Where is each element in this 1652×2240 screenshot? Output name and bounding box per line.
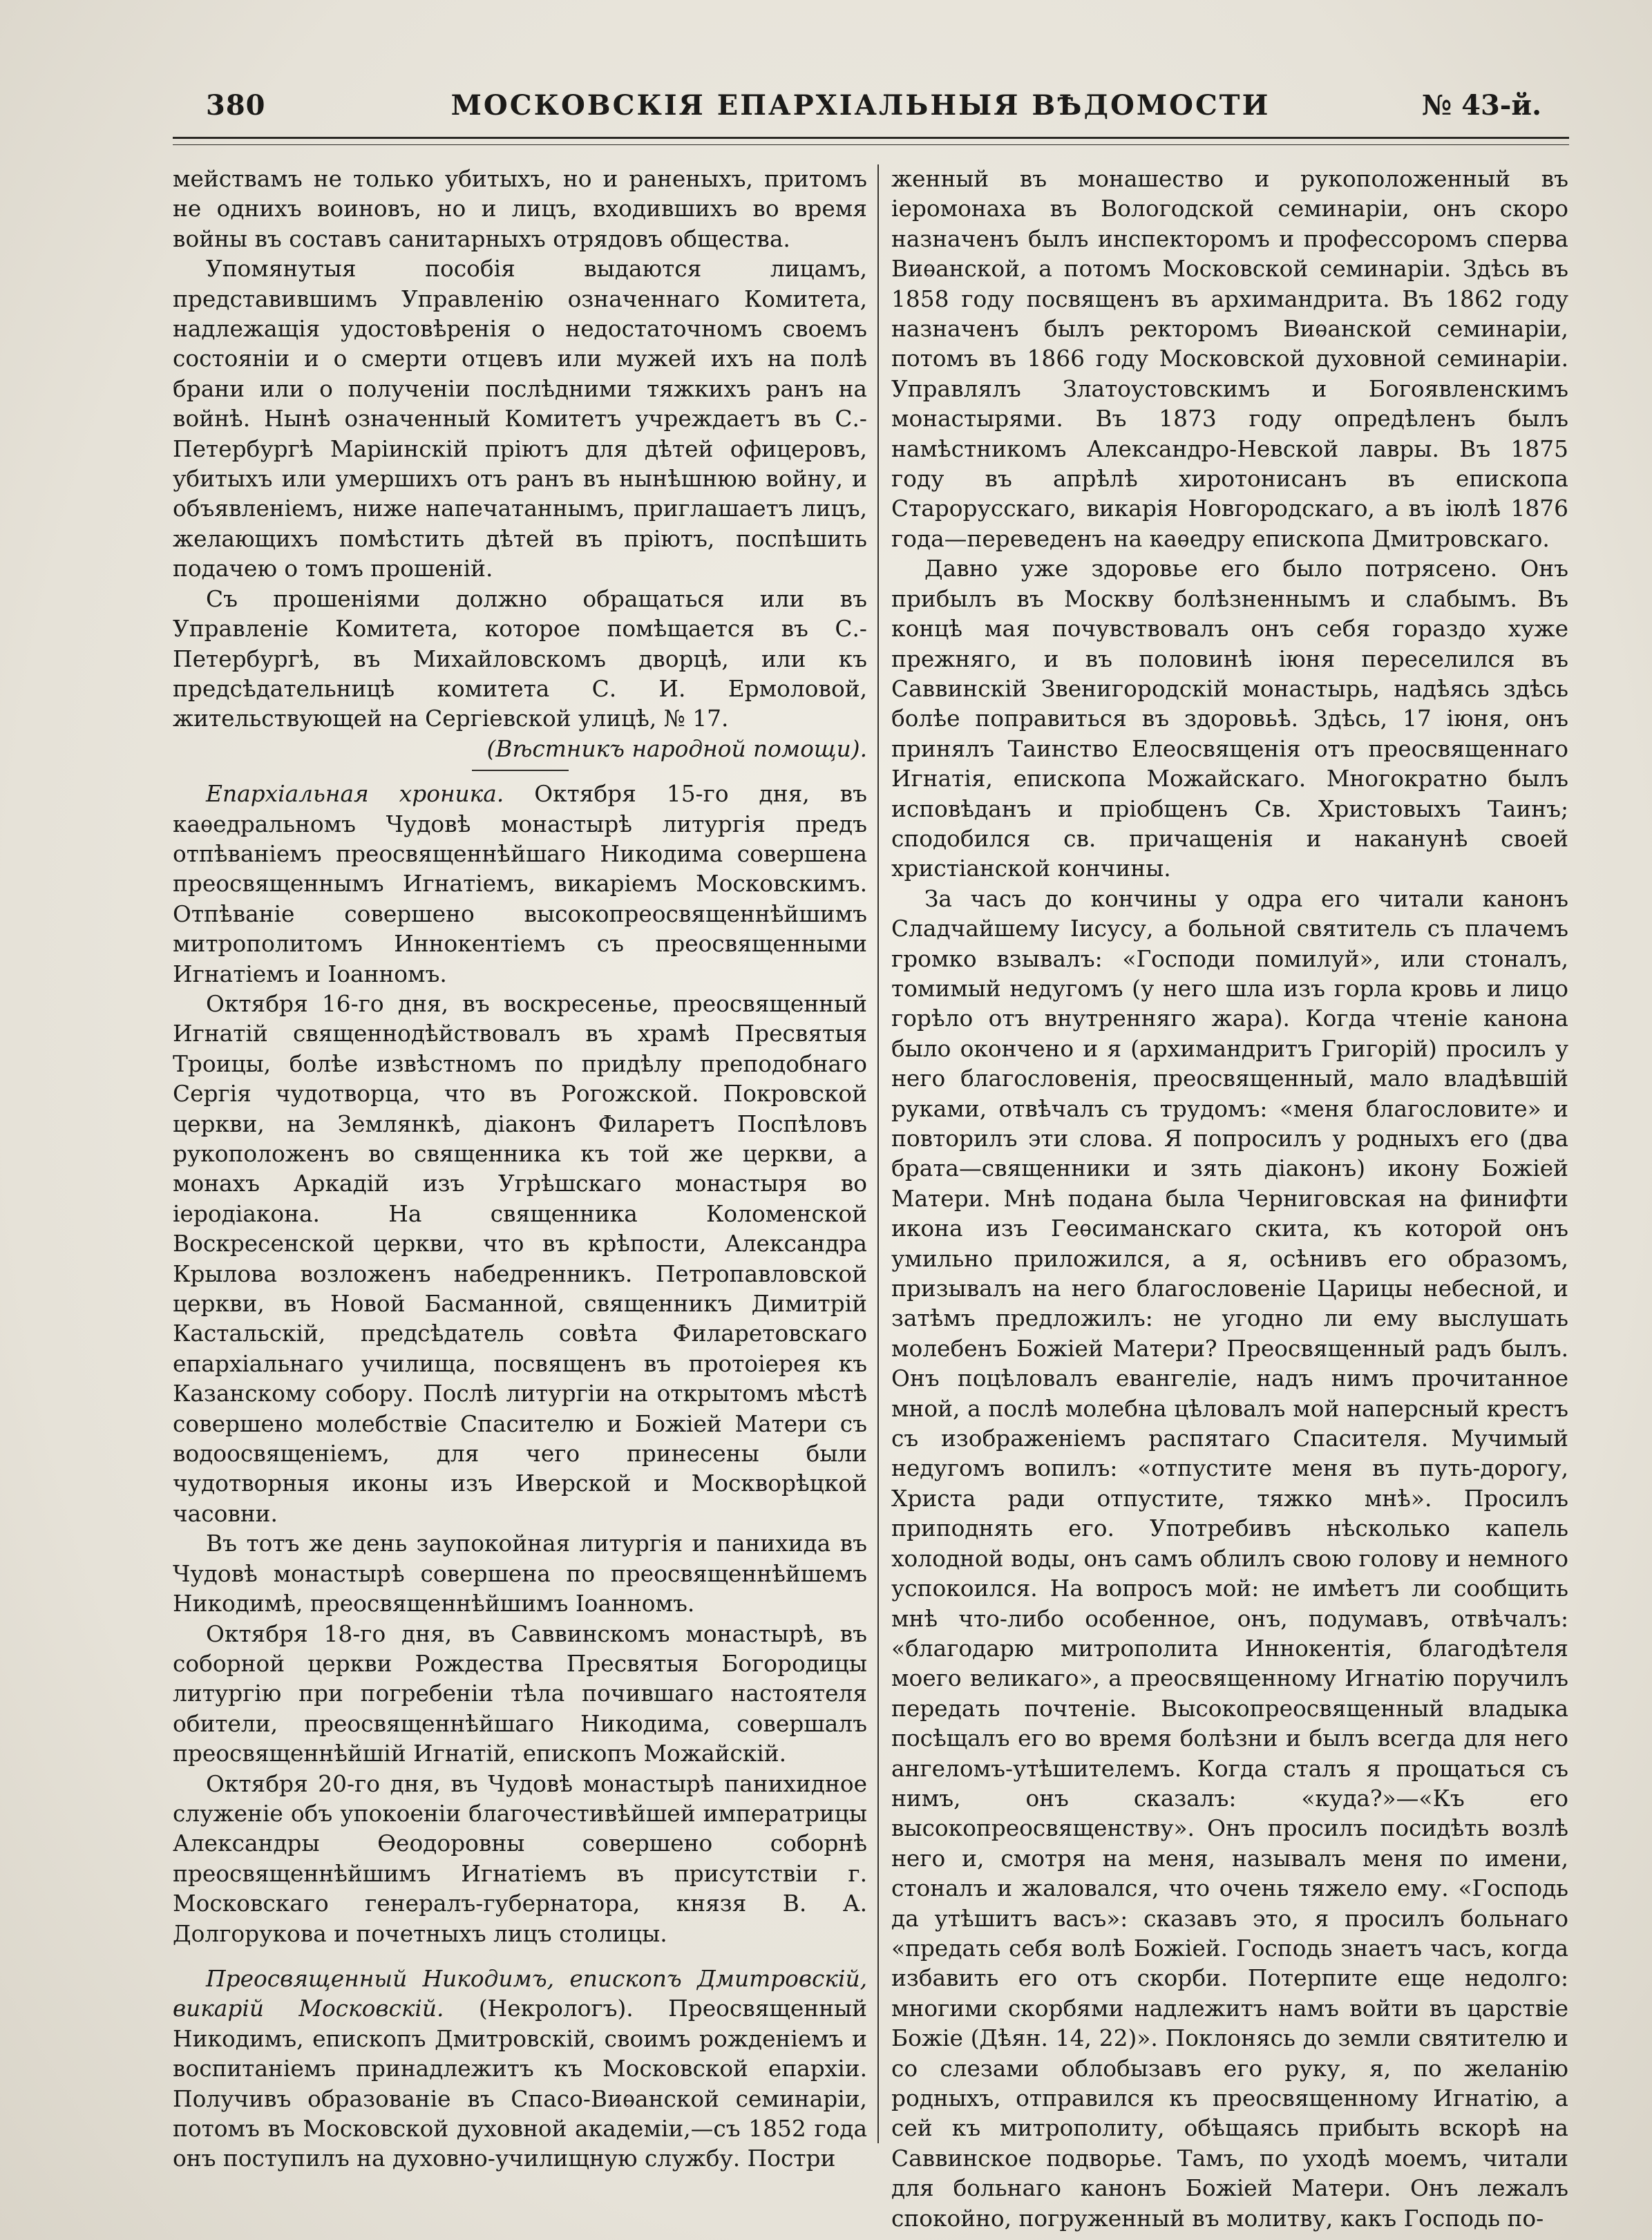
section-divider bbox=[472, 770, 569, 771]
obituary-paragraph bbox=[173, 1964, 867, 2174]
chronicle-paragraph bbox=[173, 779, 867, 989]
chronicle-text: Октября 15-го дня, въ каѳедральномъ Чудовѣ монастырѣ литургія предъ отпѣваніемъ преосвященнѣйшаго Никодима совершена преосвященнымъ Игнатіемъ, викаріемъ Московскимъ. Отпѣваніе совершено высокопреосвященнѣйшимъ митрополитомъ Иннокентіемъ съ преосвященными Игнатіемъ и Іоанномъ. bbox=[173, 781, 867, 987]
paragraph: Упомянутыя пособія выдаются лицамъ, представившимъ Управленію означеннаго Комитета, надлежащія удостовѣренія о недостаточномъ своемъ состояніи и о смерти отцевъ или мужей ихъ на полѣ брани или о полученіи послѣдними тяжкихъ ранъ на войнѣ. Нынѣ означенный Комитетъ учреждаетъ въ С.-Петербургѣ Маріинскій пріютъ для дѣтей офицеровъ, убитыхъ или умершихъ отъ ранъ въ нынѣшнюю войну, и объявленіемъ, ниже напечатаннымъ, приглашаетъ лицъ, желающихъ помѣстить дѣтей въ пріютъ, поспѣшить подачею о томъ прошеній. bbox=[173, 256, 867, 582]
header-rule bbox=[173, 137, 1569, 145]
paragraph: За часъ до кончины у одра его читали канонъ Сладчайшему Іисусу, а больной святитель съ плачемъ громко взывалъ: «Господи помилуй», или стоналъ, томимый недугомъ (у него шла изъ горла кровь и лицо горѣло отъ внутренняго жара). Когда чтеніе канона было окончено и я (архимандритъ Григорій) просилъ у него благословенія, преосвященный, мало владѣвшій руками, отвѣчалъ съ трудомъ: «меня благословите» и повторилъ эти слова. Я попросилъ у родныхъ его (два брата—священники и зять діаконъ) икону Божіей Матери. Мнѣ подана была Черниговская на финифти икона изъ Геѳсиманскаго скита, къ которой онъ умильно приложился, а я, осѣнивъ его образомъ, призывалъ на него благословеніе Царицы небесной, и затѣмъ предложилъ: не угодно ли ему выслушать молебенъ Божіей Матери? Преосвященный радъ былъ. Онъ поцѣловалъ евангеліе, надъ нимъ прочитанное мной, а послѣ молебна цѣловалъ мой наперсный крестъ съ изображеніемъ распятаго Спасителя. Мучимый недугомъ вопилъ: «отпустите меня въ путь-дорогу, Христа ради отпустите, тяжко мнѣ». Просилъ приподнять его. Употребивъ нѣсколько капель холодной воды, онъ самъ облилъ свою голову и немного успокоился. На вопросъ мой: не имѣетъ ли сообщить мнѣ что-либо особенное, онъ, подумавъ, отвѣчалъ: «благодарю митрополита Иннокентія, благодѣтеля моего великаго», а преосвященному Игнатію поручилъ передать почтеніе. Высокопреосвященный владыка посѣщалъ его во время болѣзни и былъ всегда для него ангеломъ-утѣшителемъ. Когда сталъ я прощаться съ нимъ, онъ сказалъ: «куда?»—«Къ его высокопреосвященству». Онъ просилъ посидѣть возлѣ него и, смотря на меня, называлъ меня по имени, стоналъ и жаловался, что очень тяжело ему. «Господь да утѣшитъ васъ»: сказавъ это, я просилъ больнаго «предать себя волѣ Божіей. Господь знаетъ часъ, когда избавить его отъ скорби. Потерпите еще недолго: многими скорбями надлежитъ намъ войти въ царствіе Божіе (Дѣян. 14, 22)». Поклонясь до земли святителю и со слезами облобызавъ его руку, я, по желанію родныхъ, отправился къ преосвященному Игнатію, а сей къ митрополиту, обѣщаясь прибыть вскорѣ на Саввинское подворье. Тамъ, по уходѣ моемъ, читали для больнаго канонъ Божіей Матери. Онъ лежалъ спокойно, погруженный въ молитву, какъ Господь по- bbox=[891, 885, 1568, 2232]
column-divider bbox=[877, 164, 879, 2143]
right-column bbox=[891, 164, 1568, 2232]
obituary-rubric: Преосвященный Никодимъ, епископъ Дмитровскій, викарій Московскій. bbox=[173, 1965, 867, 2022]
left-column bbox=[173, 164, 867, 2172]
chronicle-rubric: Епархіальная хроника. bbox=[206, 781, 504, 808]
paragraph: мействамъ не только убитыхъ, но и раненыхъ, притомъ не однихъ воиновъ, но и лицъ, входившихъ во время войны въ составъ санитарныхъ отрядовъ общества. bbox=[173, 166, 867, 252]
obituary-text: (Некрологъ). Преосвященный Никодимъ, епископъ Дмитровскій, своимъ рожденіемъ и воспитаніемъ принадлежитъ къ Московской епархіи. Получивъ образованіе въ Спасо-Виѳанской семинаріи, потомъ въ Московской духовной академіи,—съ 1852 года онъ поступилъ на духовно-училищную службу. Постри bbox=[173, 1995, 867, 2172]
paragraph: Октября 16-го дня, въ воскресенье, преосвященный Игнатій священнодѣйствовалъ въ храмѣ Пресвятыя Троицы, болѣе извѣстномъ по придѣлу преподобнаго Сергія чудотворца, что въ Рогожской. Покровской церкви, на Землянкѣ, діаконъ Филаретъ Поспѣловъ рукоположенъ во священника къ той же церкви, а монахъ Аркадій изъ Угрѣшскаго монастыря во іеродіакона. На священника Коломенской Воскресенской церкви, что въ крѣпости, Александра Крылова возложенъ набедренникъ. Петропавловской церкви, въ Новой Басманной, священникъ Димитрій Кастальскій, предсѣдатель совѣта Филаретовскаго епархіальнаго училища, посвященъ въ протоіерея къ Казанскому собору. Послѣ литургіи на открытомъ мѣстѣ совершено молебствіе Спасителю и Божіей Матери съ водоосвященіемъ, для чего принесены были чудотворныя иконы изъ Иверской и Москворѣцкой часовни. bbox=[173, 990, 867, 1527]
running-title: МОСКОВСКІЯ ЕПАРХІАЛЬНЫЯ ВѢДОМОСТИ bbox=[450, 89, 1271, 122]
paragraph: Съ прошеніями должно обращаться или въ Управленіе Комитета, которое помѣщается въ С.-Петербургѣ, въ Михайловскомъ дворцѣ, или къ предсѣдательницѣ комитета С. И. Ермоловой, жительствующей на Сергіевской улицѣ, № 17. bbox=[173, 585, 867, 732]
paragraph: Октября 20-го дня, въ Чудовѣ монастырѣ панихидное служеніе объ упокоеніи благочестивѣйшей императрицы Александры Ѳеодоровны совершено соборнѣ преосвященнѣйшимъ Игнатіемъ въ присутствіи г. Московскаго генералъ-губернатора, князя В. А. Долгорукова и почетныхъ лицъ столицы. bbox=[173, 1770, 867, 1947]
source-citation: (Вѣстникъ народной помощи). bbox=[486, 735, 867, 762]
paragraph: Въ тотъ же день заупокойная литургія и панихида въ Чудовѣ монастырѣ совершена по преосвященнѣйшемъ Никодимѣ, преосвященнѣйшимъ Іоанномъ. bbox=[173, 1530, 867, 1617]
page-number: 380 bbox=[206, 89, 266, 122]
issue-number: № 43-й. bbox=[1421, 89, 1541, 122]
paragraph: женный въ монашество и рукоположенный въ іеромонаха въ Вологодской семинаріи, онъ скоро назначенъ былъ инспекторомъ и профессоромъ сперва Виѳанской, а потомъ Московской семинаріи. Здѣсь въ 1858 году посвященъ въ архимандрита. Въ 1862 году назначенъ былъ ректоромъ Виѳанской семинаріи, потомъ въ 1866 году Московской духовной семинаріи. Управлялъ Златоустовскимъ и Богоявленскимъ монастырями. Въ 1873 году опредѣленъ былъ намѣстникомъ Александро-Невской лавры. Въ 1875 году въ апрѣлѣ хиротонисанъ въ епископа Старорусскаго, викарія Новгородскаго, а въ іюлѣ 1876 года—переведенъ на каѳедру епископа Дмитровскаго. bbox=[891, 166, 1568, 552]
section-gap bbox=[173, 1949, 867, 1964]
paragraph: Октября 18-го дня, въ Саввинскомъ монастырѣ, въ соборной церкви Рождества Пресвятыя Богородицы литургію при погребеніи тѣла почившаго настоятеля обители, преосвященнѣйшаго Никодима, совершалъ преосвященнѣйшій Игнатій, епископъ Можайскій. bbox=[173, 1620, 867, 1767]
page-header bbox=[166, 86, 1555, 128]
paragraph: Давно уже здоровье его было потрясено. Онъ прибылъ въ Москву болѣзненнымъ и слабымъ. Въ концѣ мая почувствовалъ онъ себя гораздо хуже прежняго, и въ половинѣ іюня переселился въ Саввинскій Звенигородскій монастырь, надѣясь здѣсь болѣе поправиться въ здоровьѣ. Здѣсь, 17 іюня, онъ принялъ Таинство Елеосвященія отъ преосвященнаго Игнатія, епископа Можайскаго. Многократно былъ исповѣданъ и пріобщенъ Св. Христовыхъ Таинъ; сподобился св. причащенія и наканунѣ своей христіанской кончины. bbox=[891, 556, 1568, 882]
